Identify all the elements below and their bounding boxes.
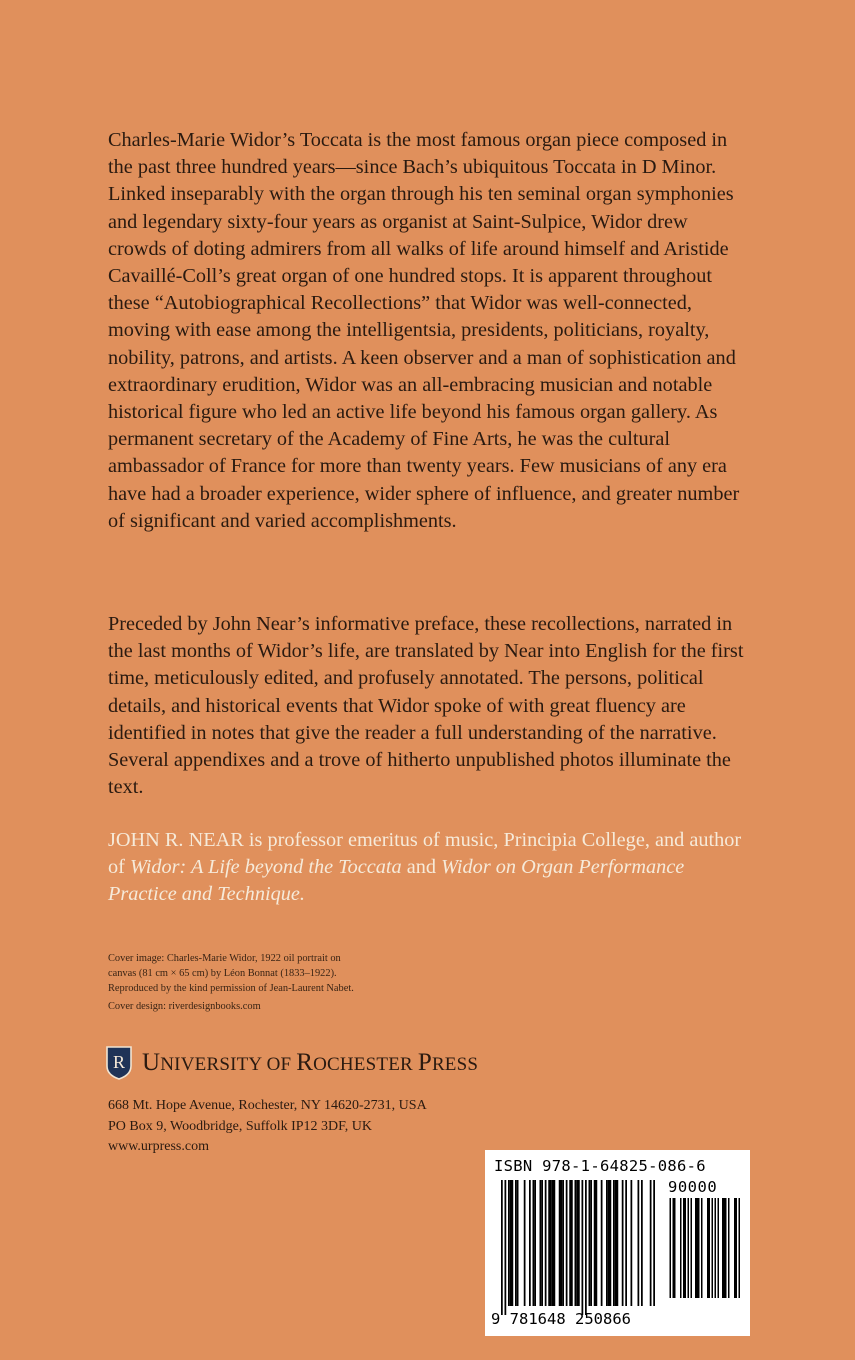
barcode-bar — [576, 1180, 578, 1306]
barcode-bar — [561, 1180, 563, 1306]
barcode-bar — [615, 1180, 617, 1306]
barcode-bar — [722, 1198, 724, 1298]
author-bio — [108, 827, 748, 909]
cover-credits — [108, 951, 448, 1014]
barcode-bar — [533, 1180, 535, 1306]
ean-barcode-bars — [493, 1180, 659, 1315]
ean-digits: 9 781648 250866 — [491, 1310, 631, 1328]
barcode-bar — [638, 1180, 640, 1306]
barcode-bar — [566, 1180, 568, 1306]
addon-barcode-bars — [668, 1198, 744, 1300]
price-code: 90000 — [668, 1178, 718, 1196]
barcode-bar — [728, 1198, 730, 1298]
shield-letter: R — [112, 1052, 126, 1072]
barcode-bar — [606, 1180, 608, 1306]
book-title-1: Widor: A Life beyond the Toccata — [129, 856, 402, 879]
barcode-bar — [550, 1180, 552, 1306]
barcode-bar — [701, 1198, 703, 1298]
barcode-bar — [685, 1198, 687, 1298]
barcode-bar — [585, 1180, 587, 1315]
barcode-bar — [650, 1180, 652, 1306]
barcode-bar — [578, 1180, 580, 1306]
barcode-bar — [718, 1198, 720, 1298]
barcode-bar — [529, 1180, 531, 1306]
barcode-bar — [653, 1180, 655, 1306]
isbn-label: ISBN 978-1-64825-086-6 — [494, 1157, 706, 1175]
barcode-bar — [688, 1198, 690, 1298]
barcode-bar — [517, 1180, 519, 1306]
barcode-bar — [540, 1180, 542, 1306]
barcode-bar — [569, 1180, 571, 1306]
barcode-bar — [617, 1180, 619, 1306]
address-line: PO Box 9, Woodbridge, Suffolk IP12 3DF, UK — [108, 1118, 373, 1134]
barcode-bar — [575, 1180, 577, 1306]
publisher-name: UNIVERSITY OF ROCHESTER PRESS — [142, 1049, 479, 1076]
barcode-bar — [510, 1180, 512, 1306]
barcode-bar — [622, 1180, 624, 1306]
barcode-bar — [725, 1198, 727, 1298]
barcode-bar — [559, 1180, 561, 1306]
barcode-bar — [712, 1198, 714, 1298]
barcode-bar — [724, 1198, 726, 1298]
barcode-bar — [697, 1198, 699, 1298]
barcode-bar — [641, 1180, 643, 1306]
barcode-bar — [562, 1180, 564, 1306]
barcode-bar — [508, 1180, 510, 1306]
isbn-barcode — [485, 1150, 750, 1336]
barcode-bar — [608, 1180, 610, 1306]
barcode-bar — [739, 1198, 741, 1298]
barcode-bar — [534, 1180, 536, 1306]
barcode-bar — [673, 1198, 675, 1298]
barcode-bar — [709, 1198, 711, 1298]
barcode-bar — [589, 1180, 591, 1306]
barcode-bar — [601, 1180, 603, 1306]
book-title-2: Widor on Organ Performance Practice and Technique. — [108, 856, 685, 906]
barcode-bar — [734, 1198, 736, 1298]
barcode-bar — [680, 1198, 682, 1298]
cover-design-credit: Cover design: riverdesignbooks.com — [108, 1001, 261, 1012]
barcode-bar — [505, 1180, 507, 1315]
barcode-bar — [691, 1198, 693, 1298]
publisher-logo — [106, 1043, 478, 1083]
barcode-bar — [683, 1198, 685, 1298]
barcode-bar — [512, 1180, 514, 1306]
author-bio-lead: JOHN R. NEAR is professor emeritus of music, Principia College, and author of — [108, 829, 742, 879]
barcode-bar — [631, 1180, 633, 1306]
barcode-bar — [571, 1180, 573, 1306]
barcode-bar — [736, 1198, 738, 1298]
barcode-bar — [715, 1198, 717, 1298]
barcode-bar — [670, 1198, 672, 1298]
barcode-bar — [698, 1198, 700, 1298]
barcode-bar — [501, 1180, 503, 1315]
barcode-bar — [596, 1180, 598, 1306]
barcode-bar — [625, 1180, 627, 1306]
barcode-bar — [594, 1180, 596, 1306]
barcode-bar — [548, 1180, 550, 1306]
credit-line: Cover image: Charles-Marie Widor, 1922 oil portrait on — [108, 953, 341, 964]
shield-icon — [106, 1046, 132, 1080]
barcode-bar — [541, 1180, 543, 1306]
website-line: www.urpress.com — [108, 1139, 209, 1154]
barcode-bar — [613, 1180, 615, 1306]
address-line: 668 Mt. Hope Avenue, Rochester, NY 14620-2731, USA — [108, 1098, 427, 1113]
credit-line: Reproduced by the kind permission of Jean-Laurent Nabet. — [108, 983, 354, 994]
author-bio-and: and — [401, 856, 442, 879]
barcode-bar — [707, 1198, 709, 1298]
barcode-bar — [695, 1198, 697, 1298]
barcode-bar — [515, 1180, 517, 1306]
barcode-bar — [552, 1180, 554, 1306]
description-paragraph-2: Preceded by John Near’s informative preface, these recollections, narrated in the last months of Widor’s life, are translated by Near into English for the first time, meticulously edited, and profusely annotated. The persons, political details, and historical events that Widor spoke of with great fluency are identified in notes that give the reader a full understanding of the narrative. Several appendixes and a trove of hitherto unpublished photos illuminate the text. — [108, 613, 744, 799]
barcode-bar — [610, 1180, 612, 1306]
description-paragraph-1: Charles-Marie Widor’s Toccata is the most famous organ piece composed in the past three hundred years—since Bach’s ubiquitous Toccata in D Minor. Linked inseparably with the organ through his ten seminal organ symphonies and legendary sixty-four years as organist at Saint-Sulpice, Widor drew crowds of doting admirers from all walks of life around himself and Aristide Cavaillé-Coll’s great organ of one hundred stops. It is apparent throughout these “Autobiographical Recollections” that Widor was well-connected, moving with ease among the intelligentsia, presidents, politicians, royalty, nobility, patrons, and artists. A keen observer and a man of sophistication and extraordinary erudition, Widor was an all-embracing musician and notable historical figure who led an active life beyond his famous organ gallery. As permanent secretary of the Academy of Fine Arts, he was the cultural ambassador of France for more than twenty years. Few musicians of any era have had a broader experience, wider sphere of influence, and greater number of significant and varied accomplishments. — [108, 129, 740, 532]
barcode-bar — [674, 1198, 676, 1298]
publisher-address — [108, 1096, 427, 1158]
barcode-bar — [590, 1180, 592, 1306]
barcode-bar — [554, 1180, 556, 1306]
barcode-bar — [545, 1180, 547, 1306]
credit-line: canvas (81 cm × 65 cm) by Léon Bonnat (1833–1922). — [108, 968, 337, 979]
barcode-bar — [582, 1180, 584, 1315]
barcode-bar — [524, 1180, 526, 1306]
